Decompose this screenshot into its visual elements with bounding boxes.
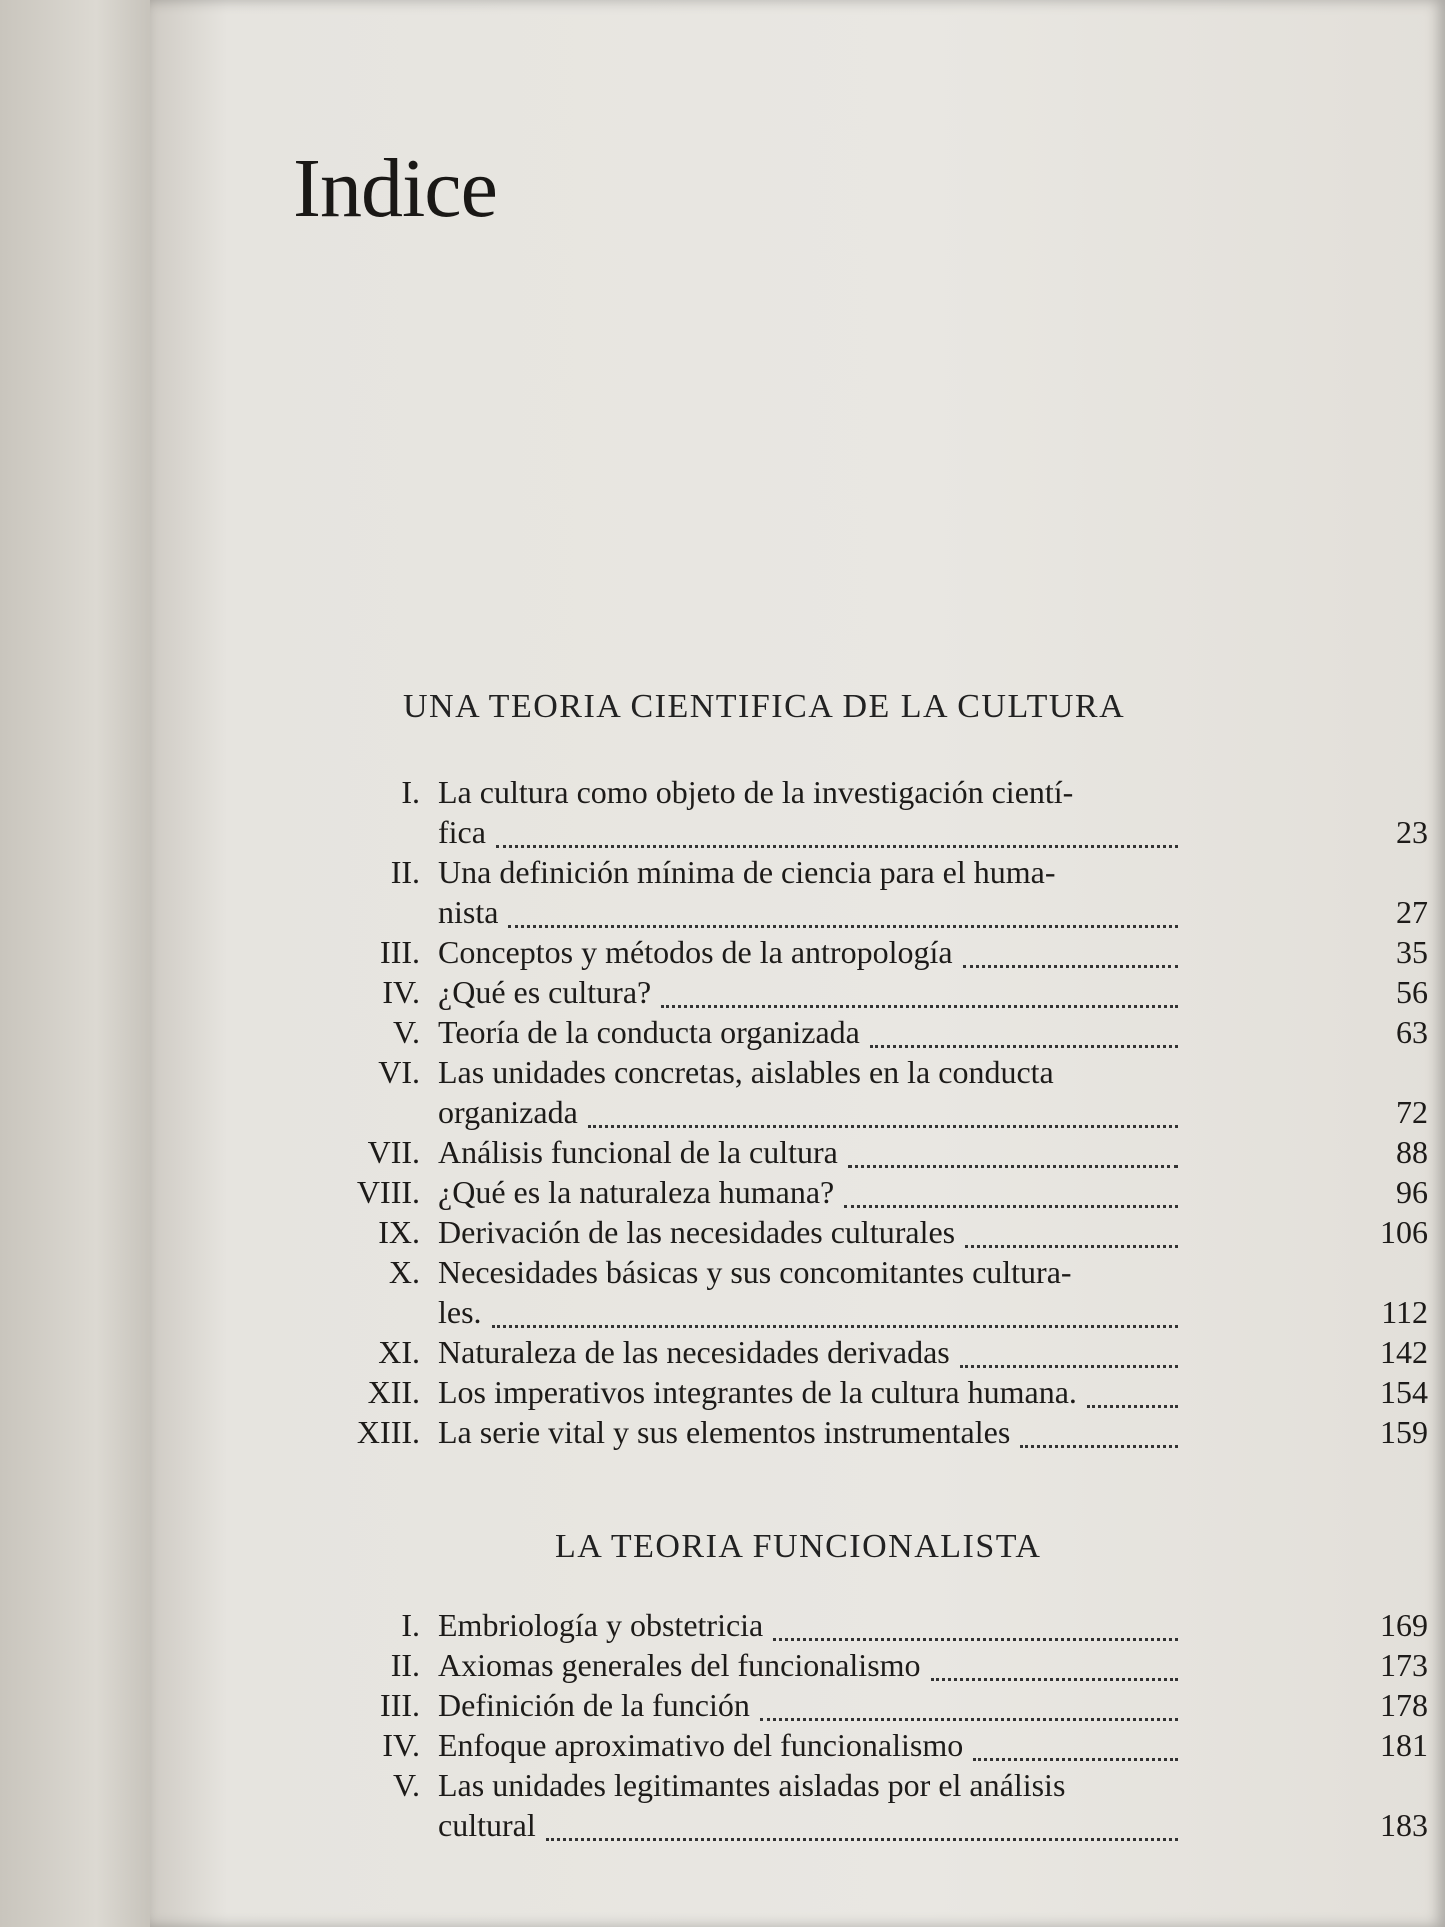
entry-title-line2: cultural <box>438 1807 536 1843</box>
toc-entry <box>300 1012 1445 1052</box>
dot-leader <box>661 995 1178 1008</box>
entry-title <box>438 1172 1178 1212</box>
toc-entry <box>300 1765 1445 1845</box>
page-title: Indice <box>293 142 497 235</box>
toc-entry <box>300 1332 1445 1372</box>
dot-leader <box>492 1315 1178 1328</box>
toc-entry <box>300 1132 1445 1172</box>
entry-number: VII. <box>367 1134 420 1170</box>
book-gutter <box>0 0 175 1927</box>
entry-page-number: 154 <box>1380 1374 1428 1410</box>
entry-page-number: 181 <box>1380 1727 1428 1763</box>
entry-title <box>438 1252 1178 1332</box>
entry-page-number: 159 <box>1380 1414 1428 1450</box>
entry-number: XII. <box>367 1374 420 1410</box>
book-page <box>150 0 1445 1927</box>
entry-page-number: 142 <box>1380 1334 1428 1370</box>
entry-title-line2: organizada <box>438 1094 578 1130</box>
dot-leader <box>546 1828 1178 1841</box>
entry-title-line1: Análisis funcional de la cultura <box>438 1134 838 1170</box>
dot-leader <box>760 1708 1178 1721</box>
toc-entry <box>300 972 1445 1012</box>
entry-title <box>438 1685 1178 1725</box>
entry-title <box>438 1212 1178 1252</box>
entry-page-number: 72 <box>1396 1094 1428 1130</box>
entry-title <box>438 1052 1178 1132</box>
entry-page-number: 88 <box>1396 1134 1428 1170</box>
entry-title <box>438 852 1178 932</box>
entry-title <box>438 1012 1178 1052</box>
dot-leader <box>508 915 1178 928</box>
toc-entry <box>300 852 1445 932</box>
toc-entry <box>300 1212 1445 1252</box>
dot-leader <box>960 1355 1178 1368</box>
entry-page-number: 35 <box>1396 934 1428 970</box>
entry-title <box>438 1332 1178 1372</box>
entry-title-line1: Las unidades concretas, aislables en la conducta <box>438 1054 1054 1090</box>
entry-title-line1: Naturaleza de las necesidades derivadas <box>438 1334 950 1370</box>
entry-title-line1: Conceptos y métodos de la antropología <box>438 934 953 970</box>
entry-title-line1: ¿Qué es la naturaleza humana? <box>438 1174 835 1210</box>
dot-leader <box>870 1035 1178 1048</box>
toc-entry <box>300 1372 1445 1412</box>
entry-number: II. <box>390 854 420 890</box>
toc-entry <box>300 1645 1445 1685</box>
toc-entry <box>300 932 1445 972</box>
entry-title-line1: Derivación de las necesidades culturales <box>438 1214 956 1250</box>
toc-entry <box>300 772 1445 852</box>
dot-leader <box>973 1748 1178 1761</box>
entry-title-line1: Necesidades básicas y sus concomitantes cultura- <box>438 1254 1072 1290</box>
entry-title <box>438 1132 1178 1172</box>
dot-leader <box>848 1155 1178 1168</box>
entry-title <box>438 1645 1178 1685</box>
entry-number: I. <box>401 774 420 810</box>
section-heading-1: UNA TEORIA CIENTIFICA DE LA CULTURA <box>403 688 1126 725</box>
entry-title <box>438 932 1178 972</box>
entry-number: VI. <box>378 1054 420 1090</box>
entry-number: V. <box>393 1767 420 1803</box>
entry-number: IV. <box>382 974 420 1010</box>
entry-title-line1: Teoría de la conducta organizada <box>438 1014 860 1050</box>
entry-title <box>438 1725 1178 1765</box>
dot-leader <box>844 1195 1178 1208</box>
entry-page-number: 27 <box>1396 894 1428 930</box>
entry-page-number: 106 <box>1380 1214 1428 1250</box>
entry-page-number: 23 <box>1396 814 1428 850</box>
section-heading-2: LA TEORIA FUNCIONALISTA <box>555 1528 1042 1565</box>
toc-entry <box>300 1172 1445 1212</box>
entry-title-line2: fica <box>438 814 486 850</box>
entry-number: III. <box>380 1687 420 1723</box>
toc-entry <box>300 1252 1445 1332</box>
entry-page-number: 169 <box>1380 1607 1428 1643</box>
entry-number: XIII. <box>356 1414 420 1450</box>
entry-page-number: 96 <box>1396 1174 1428 1210</box>
entry-title <box>438 772 1178 852</box>
entry-title-line1: Una definición mínima de ciencia para el huma- <box>438 854 1056 890</box>
entry-number: XI. <box>378 1334 420 1370</box>
entry-number: IV. <box>382 1727 420 1763</box>
entry-title <box>438 972 1178 1012</box>
entry-title-line1: Las unidades legitimantes aisladas por el análisis <box>438 1767 1066 1803</box>
dot-leader <box>965 1235 1178 1248</box>
entry-number: II. <box>390 1647 420 1683</box>
entry-title <box>438 1765 1178 1845</box>
toc-list-1 <box>300 772 1445 1452</box>
entry-title-line1: La serie vital y sus elementos instrumentales <box>438 1414 1011 1450</box>
entry-number: IX. <box>378 1214 420 1250</box>
dot-leader <box>773 1628 1178 1641</box>
entry-title <box>438 1412 1178 1452</box>
entry-page-number: 178 <box>1380 1687 1428 1723</box>
dot-leader <box>1087 1395 1178 1408</box>
entry-title-line2: nista <box>438 894 499 930</box>
dot-leader <box>496 835 1178 848</box>
entry-number: V. <box>393 1014 420 1050</box>
entry-number: I. <box>401 1607 420 1643</box>
entry-number: VIII. <box>356 1174 420 1210</box>
entry-title-line1: Definición de la función <box>438 1687 750 1723</box>
entry-page-number: 112 <box>1381 1294 1428 1330</box>
dot-leader <box>1020 1435 1178 1448</box>
dot-leader <box>588 1115 1178 1128</box>
dot-leader <box>963 955 1178 968</box>
entry-title <box>438 1372 1178 1412</box>
entry-page-number: 183 <box>1380 1807 1428 1843</box>
entry-title-line1: Axiomas generales del funcionalismo <box>438 1647 921 1683</box>
entry-title-line1: Los imperativos integrantes de la cultura humana. <box>438 1374 1077 1410</box>
entry-title-line1: La cultura como objeto de la investigación cientí- <box>438 774 1074 810</box>
entry-title-line1: Embriología y obstetricia <box>438 1607 764 1643</box>
entry-number: X. <box>388 1254 420 1290</box>
entry-page-number: 63 <box>1396 1014 1428 1050</box>
toc-entry <box>300 1412 1445 1452</box>
entry-title-line1: ¿Qué es cultura? <box>438 974 652 1010</box>
toc-entry <box>300 1052 1445 1132</box>
toc-entry <box>300 1685 1445 1725</box>
entry-page-number: 173 <box>1380 1647 1428 1683</box>
dot-leader <box>931 1668 1178 1681</box>
entry-number: III. <box>380 934 420 970</box>
entry-title-line2: les. <box>438 1294 482 1330</box>
entry-title <box>438 1605 1178 1645</box>
entry-page-number: 56 <box>1396 974 1428 1010</box>
toc-entry <box>300 1605 1445 1645</box>
toc-list-2 <box>300 1605 1445 1845</box>
toc-entry <box>300 1725 1445 1765</box>
entry-title-line1: Enfoque aproximativo del funcionalismo <box>438 1727 964 1763</box>
